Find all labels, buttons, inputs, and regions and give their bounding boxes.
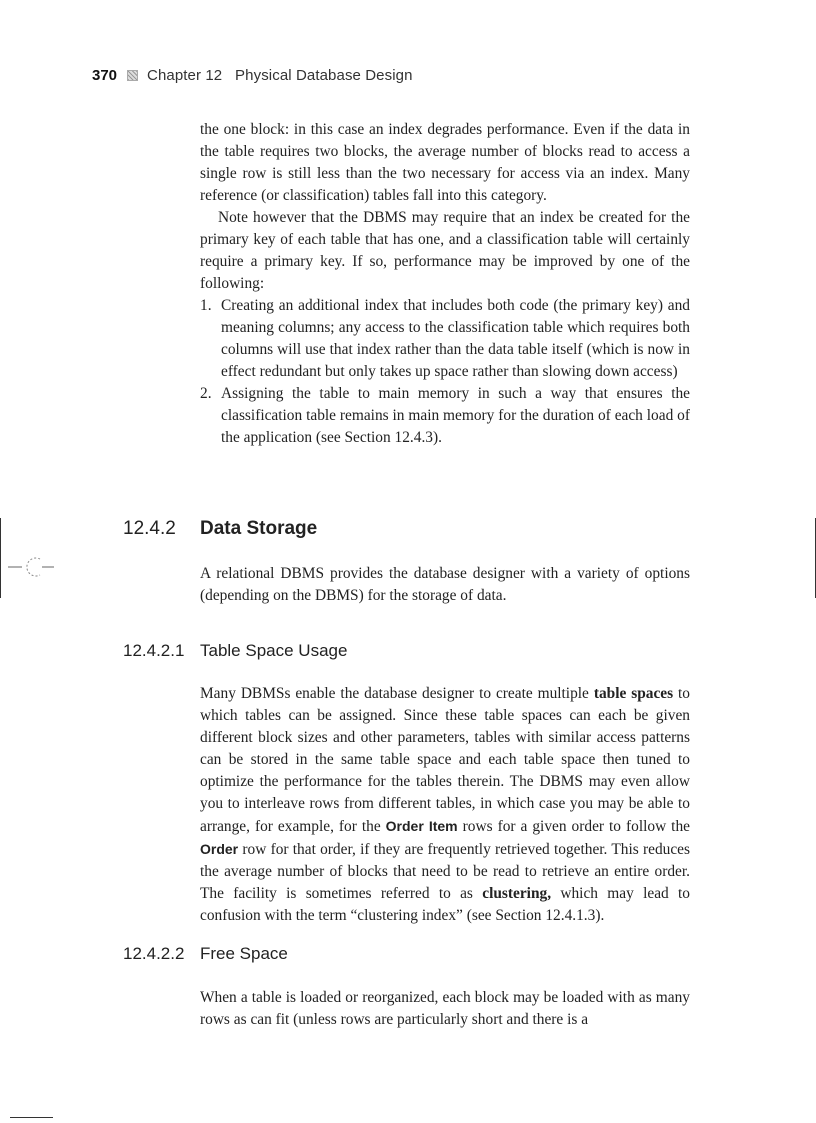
term-clustering: clustering, (482, 885, 552, 902)
intro-text (200, 119, 690, 295)
text-run: Many DBMSs enable the database designer to create multiple (200, 685, 594, 702)
paragraph: A relational DBMS provides the database designer with a variety of options (depending on the DBMS) for the storage of data. (200, 565, 690, 604)
paragraph: When a table is loaded or reorganized, each block may be loaded with as many rows as can fit (unless rows are particularly short and there is a (200, 989, 690, 1028)
list-item-text: Creating an additional index that includes both code (the primary key) and meaning columns; any access to the classification table which requires both columns will use that index rather than the data table itself (which is now in effect redundant but only takes up space rather than slowing down access) (221, 297, 690, 380)
subsection-title: Free Space (200, 944, 288, 963)
subsection-heading (123, 944, 288, 964)
entity-order: Order (200, 841, 239, 857)
numbered-list (200, 295, 690, 449)
subsection-number: 12.4.2.2 (123, 944, 185, 963)
term-table-spaces: table spaces (593, 685, 674, 702)
crop-mark-left (0, 518, 1, 598)
text-run: rows for a given order to follow the (457, 818, 690, 835)
subsection-text (200, 683, 690, 927)
subsection-text (200, 987, 690, 1031)
paragraph: the one block: in this case an index degrades performance. Even if the data in the table requires two blocks, the average number of blocks read to access a single row is still less than the two necessary for access via an index. Many reference (or classification) tables fall into this category. (200, 121, 690, 204)
page-number: 370 (92, 66, 118, 84)
crop-mark-bottom (10, 1117, 53, 1118)
text-run: to which tables can be assigned. Since these table spaces can each be given different block sizes and other parameters, tables with similar access patterns can be stored in the same table space and each table space then tuned to optimize the performance for the tables therein. The DBMS may even allow you to interleave rows from different tables, in which case you may be able to arrange, for example, for the (200, 685, 690, 835)
text-run: row for that order, if they are frequently retrieved together. This reduces the average number of blocks that need to be read to retrieve an entire order. The facility is sometimes referred to as (200, 841, 690, 902)
text-run: which may lead to confusion with the term “clustering index” (see Section 12.4.1.3). (200, 885, 690, 924)
section-text (200, 563, 690, 607)
list-item-text: Assigning the table to main memory in such a way that ensures the classification table remains in main memory for the duration of each load of the application (see Section 12.4.3). (221, 385, 690, 446)
section-number: 12.4.2 (123, 518, 176, 539)
subsection-number: 12.4.2.1 (123, 641, 185, 660)
section-title: Data Storage (200, 518, 318, 539)
crop-target-icon (8, 552, 56, 582)
subsection-heading (123, 641, 347, 661)
list-item-number: 2. (200, 385, 212, 402)
entity-order-item: Order Item (385, 818, 458, 834)
chapter-title: Chapter 12 Physical Database Design (147, 66, 413, 84)
header-square-icon (127, 70, 138, 81)
section-heading (123, 518, 317, 540)
paragraph: Note however that the DBMS may require that an index be created for the primary key of each table that has one, and a classification table will certainly require a primary key. If so, performance may be improved by one of the following: (200, 209, 690, 292)
list-item (200, 383, 690, 449)
list-item (200, 295, 690, 383)
list-item-number: 1. (200, 297, 212, 314)
running-head (92, 64, 413, 86)
subsection-title: Table Space Usage (200, 641, 348, 660)
paragraph (200, 683, 690, 927)
